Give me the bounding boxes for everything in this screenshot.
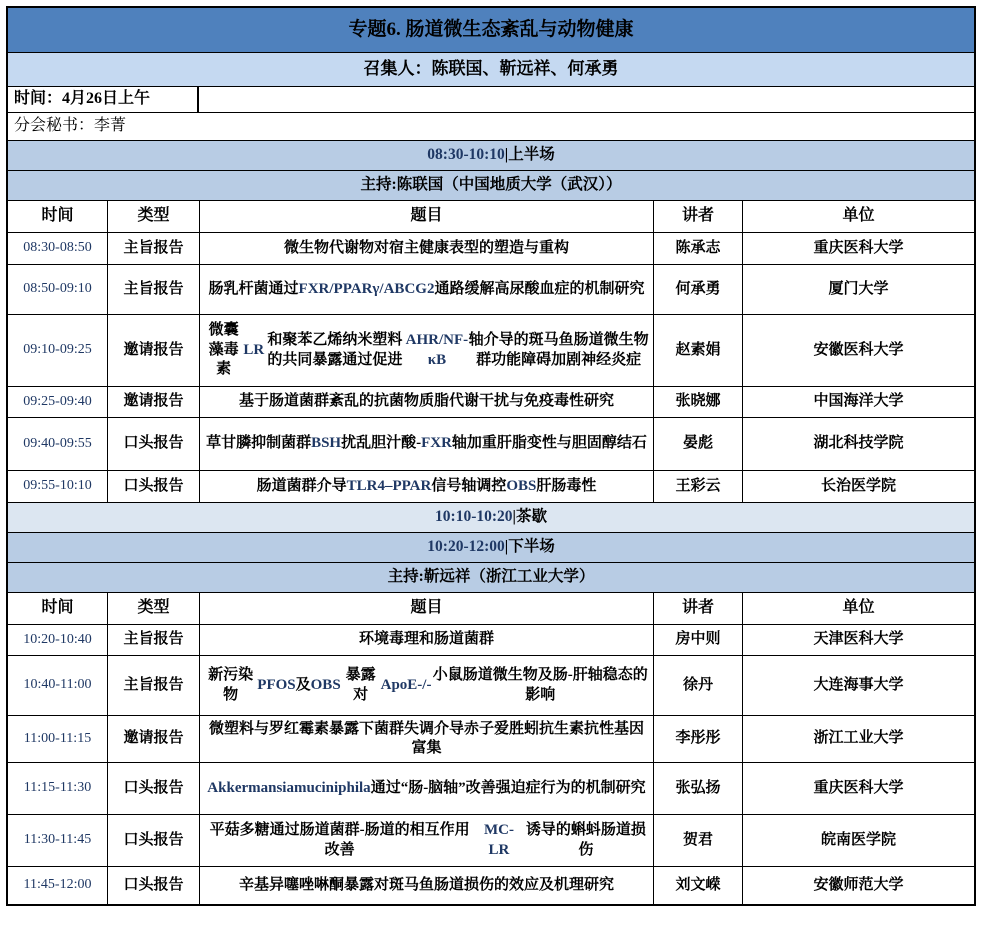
tea-break-label: 10:10-10:20 |茶歇 [435, 508, 547, 526]
speaker-cell: 贺君 [653, 815, 742, 866]
time-cell: 11:00-11:15 [23, 730, 92, 746]
type-cell: 口头报告 [107, 867, 199, 904]
session2-chair-band [8, 562, 974, 592]
type-cell: 口头报告 [107, 815, 199, 866]
type-cell: 主旨报告 [107, 233, 199, 264]
conveners-row [8, 52, 974, 86]
schedule-row [8, 417, 974, 470]
column-header-title: 题目 [199, 593, 653, 624]
time-cell: 08:30-08:50 [23, 240, 92, 256]
schedule-row [8, 866, 974, 904]
org-cell: 大连海事大学 [742, 656, 974, 715]
speaker-cell: 张弘扬 [653, 763, 742, 814]
session1-band-label: 08:30-10:10 |上半场 [427, 146, 555, 164]
column-header-time: 时间 [41, 599, 74, 617]
type-cell: 邀请报告 [107, 716, 199, 762]
column-header-type: 类型 [107, 593, 199, 624]
session-date-empty-cell [198, 87, 974, 112]
session-date-label: 时间：4月26日上午 [8, 87, 198, 112]
tea-break-band [8, 502, 974, 532]
speaker-cell: 晏彪 [653, 418, 742, 470]
secretary-row [8, 112, 974, 140]
schedule-row [8, 232, 974, 264]
time-cell: 11:15-11:30 [23, 780, 92, 796]
time-cell: 09:25-09:40 [23, 393, 92, 409]
speaker-cell: 陈承志 [653, 233, 742, 264]
type-cell: 口头报告 [107, 763, 199, 814]
program-table [6, 6, 976, 906]
speaker-cell: 刘文嵘 [653, 867, 742, 904]
org-cell: 重庆医科大学 [742, 763, 974, 814]
title-cell: 肠乳杆菌通过 FXR/PPARγ/ABCG2 通路缓解高尿酸血症的机制研究 [199, 265, 653, 314]
title-cell: 辛基异噻唑啉酮暴露对斑马鱼肠道损伤的效应及机理研究 [199, 867, 653, 904]
schedule-row [8, 386, 974, 417]
title-cell: 基于肠道菌群紊乱的抗菌物质脂代谢干扰与免疫毒性研究 [199, 387, 653, 417]
speaker-cell: 张晓娜 [653, 387, 742, 417]
secretary-label: 分会秘书：李菁 [14, 117, 127, 135]
conference-program-sheet [6, 6, 976, 906]
speaker-cell: 何承勇 [653, 265, 742, 314]
type-cell: 口头报告 [107, 418, 199, 470]
type-cell: 主旨报告 [107, 265, 199, 314]
time-cell: 10:40-11:00 [23, 677, 92, 693]
title-cell: 新污染物 PFOS 及 OBS 暴露对 ApoE-/- 小鼠肠道微生物及肠-肝轴稳态的影响 [199, 656, 653, 715]
schedule-row [8, 624, 974, 655]
column-header-speaker: 讲者 [653, 593, 742, 624]
schedule-row [8, 264, 974, 314]
org-cell: 湖北科技学院 [742, 418, 974, 470]
time-cell: 08:50-09:10 [23, 281, 92, 297]
title-cell: 微囊藻毒素 LR 和聚苯乙烯纳米塑料的共同暴露通过促进 AHR/NF-κB 轴介导的斑马鱼肠道微生物群功能障碍加剧神经炎症 [199, 315, 653, 386]
column-header-org: 单位 [742, 593, 974, 624]
time-cell: 10:20-10:40 [23, 631, 92, 647]
column-header-org: 单位 [742, 201, 974, 232]
org-cell: 皖南医学院 [742, 815, 974, 866]
schedule-row [8, 762, 974, 814]
type-cell: 主旨报告 [107, 656, 199, 715]
speaker-cell: 房中则 [653, 625, 742, 655]
title-cell: 肠道菌群介导 TLR4–PPAR 信号轴调控 OBS 肝肠毒性 [199, 471, 653, 502]
title-cell: 微塑料与罗红霉素暴露下菌群失调介导赤子爱胜蚓抗生素抗性基因富集 [199, 716, 653, 762]
org-cell: 厦门大学 [742, 265, 974, 314]
title-cell: 环境毒理和肠道菌群 [199, 625, 653, 655]
title-cell: 草甘膦抑制菌群 BSH 扰乱胆汁酸- FXR 轴加重肝脂变性与胆固醇结石 [199, 418, 653, 470]
schedule-row [8, 470, 974, 502]
org-cell: 天津医科大学 [742, 625, 974, 655]
schedule-row [8, 814, 974, 866]
schedule-row [8, 314, 974, 386]
topic-title-row [8, 8, 974, 52]
conveners-text: 召集人：陈联国、靳远祥、何承勇 [363, 59, 619, 79]
speaker-cell: 赵素娟 [653, 315, 742, 386]
time-cell: 11:30-11:45 [23, 832, 92, 848]
column-header-type: 类型 [107, 201, 199, 232]
time-cell: 09:40-09:55 [23, 435, 92, 451]
column-header-speaker: 讲者 [653, 201, 742, 232]
time-cell: 09:55-10:10 [23, 478, 92, 494]
schedule-row [8, 715, 974, 762]
type-cell: 主旨报告 [107, 625, 199, 655]
schedule-row [8, 655, 974, 715]
session2-band [8, 532, 974, 562]
session2-chair-label: 主持:靳远祥（浙江工业大学） [387, 568, 595, 586]
column-header-row [8, 200, 974, 232]
session1-band [8, 140, 974, 170]
org-cell: 重庆医科大学 [742, 233, 974, 264]
speaker-cell: 李彤彤 [653, 716, 742, 762]
column-header-title: 题目 [199, 201, 653, 232]
time-cell: 09:10-09:25 [23, 342, 92, 358]
type-cell: 邀请报告 [107, 387, 199, 417]
title-cell: Akkermansia muciniphila 通过“肠-脑轴”改善强迫症行为的机制研究 [199, 763, 653, 814]
speaker-cell: 徐丹 [653, 656, 742, 715]
session-date-row [8, 86, 974, 112]
column-header-time: 时间 [41, 207, 74, 225]
org-cell: 长治医学院 [742, 471, 974, 502]
speaker-cell: 王彩云 [653, 471, 742, 502]
type-cell: 邀请报告 [107, 315, 199, 386]
title-cell: 平菇多糖通过肠道菌群-肠道的相互作用改善 MC-LR 诱导的蝌蚪肠道损伤 [199, 815, 653, 866]
org-cell: 安徽师范大学 [742, 867, 974, 904]
org-cell: 浙江工业大学 [742, 716, 974, 762]
topic-title: 专题6. 肠道微生态紊乱与动物健康 [348, 18, 634, 40]
column-header-row [8, 592, 974, 624]
type-cell: 口头报告 [107, 471, 199, 502]
org-cell: 安徽医科大学 [742, 315, 974, 386]
session2-band-label: 10:20-12:00 |下半场 [427, 538, 555, 556]
title-cell: 微生物代谢物对宿主健康表型的塑造与重构 [199, 233, 653, 264]
org-cell: 中国海洋大学 [742, 387, 974, 417]
session1-chair-band [8, 170, 974, 200]
session1-chair-label: 主持:陈联国（中国地质大学（武汉）） [360, 176, 622, 194]
time-cell: 11:45-12:00 [23, 877, 92, 893]
